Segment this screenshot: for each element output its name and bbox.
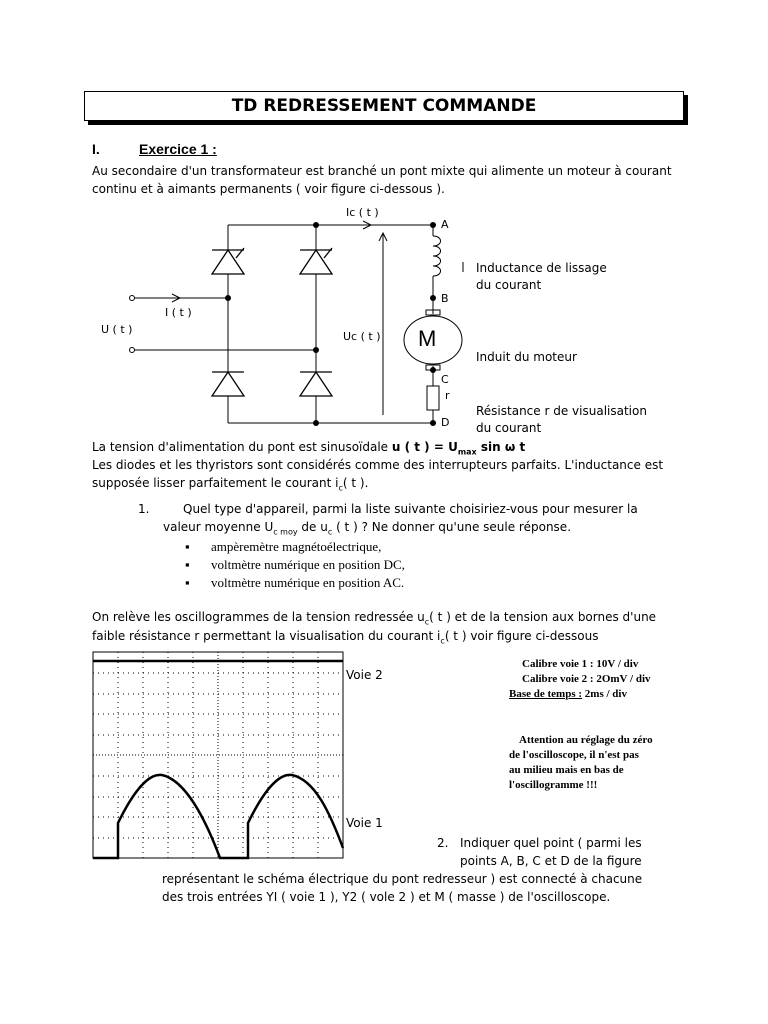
base-label: Base de temps : [509,688,583,700]
calibre-voie1: Calibre voie 1 : 10V / div [522,658,639,670]
circuit-diagram [0,200,768,435]
releve-l2-b: ( t ) voir figure ci-dessous [444,629,599,643]
releve-l2-a: faible résistance r permettant la visualisation du courant i [92,629,441,643]
attention-1: Attention au réglage du zéro [519,734,653,746]
section-heading [92,141,217,157]
q2-line-1: Indiquer quel point ( parmi les [460,836,642,850]
point-b-label: B [441,292,449,305]
resistor-label: r [445,389,450,402]
q2-line-3: représentant le schéma électrique du pont redresseur ) est connecté à chacune [162,872,643,886]
releve-l2-sub: c [440,636,445,646]
annot-resistance-2: du courant [476,421,542,435]
point-a-label: A [441,218,449,231]
it-label: I ( t ) [165,306,192,319]
attention-2: de l'oscilloscope, il n'est pas [509,749,639,761]
annot-inductance-2: du courant [476,278,542,292]
q1-line-1: Quel type d'appareil, parmi la liste suivante choisiriez-vous pour mesurer la [183,502,638,516]
diodes-line: Les diodes et les thyristors sont considérés comme des interrupteurs parfaits. L'inductance est [92,458,664,472]
oscillogram [90,648,346,863]
point-c-label: C [441,373,449,386]
annot-inductance-1: Inductance de lissage [476,261,607,275]
q1-option: ▪ voltmètre numérique en position AC. [185,574,405,592]
voie1-label: Voie 1 [346,816,383,830]
q1-line2-sub: c moy [273,527,298,537]
q2-line-2: points A, B, C et D de la figure [460,854,642,868]
section-title: Exercice 1 : [139,141,217,157]
voie2-label: Voie 2 [346,668,383,682]
intro-line-1: Au secondaire d'un transformateur est branché un pont mixte qui alimente un moteur à courant [92,164,672,178]
page-title: TD REDRESSEMENT COMMANDE [84,91,684,121]
lisser-line [92,474,368,497]
calibre-voie2: Calibre voie 2 : 2OmV / div [522,673,651,685]
tension-formula-b: sin ω t [476,440,526,454]
releve-l1-a: On relève les oscillogrammes de la tension redressée u [92,610,425,624]
releve-l1-b: ( t ) et de la tension aux bornes d'une [429,610,657,624]
lisser-a: supposée lisser parfaitement le courant i [92,476,339,490]
lisser-sub: c [338,483,343,493]
q1-option: ▪ voltmètre numérique en position DC, [185,556,405,574]
q1-line2-b: de u [297,520,328,534]
tension-formula-sub: max [457,447,477,457]
q1-options [185,538,405,592]
ic-label: Ic ( t ) [346,206,379,219]
q2-number: 2. [437,836,449,850]
releve-l1-sub: c [424,617,430,627]
lisser-b: ( t ). [342,476,369,490]
section-number: I. [92,141,100,157]
motor-label: M [418,326,437,351]
q1-number: 1. [138,502,150,516]
q2-line-4: des trois entrées YI ( voie 1 ), Y2 ( vole 2 ) et M ( masse ) de l'oscilloscope. [162,890,611,904]
releve-line-2 [92,627,598,650]
annot-resistance-1: Résistance r de visualisation [476,404,647,418]
annot-induit: Induit du moteur [476,350,577,364]
q1-line2-c: ( t ) ? Ne donner qu'une seule réponse. [332,520,572,534]
tension-prefix: La tension d'alimentation du pont est sinusoïdale [92,440,392,454]
tension-formula-a: u ( t ) = U [391,440,458,454]
q1-line2-a: valeur moyenne U [163,520,274,534]
point-d-label: D [441,416,450,429]
attention-4: l'oscillogramme !!! [509,779,598,791]
attention-3: au milieu mais en bas de [509,764,624,776]
intro-line-2: continu et à aimants permanents ( voir figure ci-dessous ). [92,182,445,196]
q1-line2-sub2: c [327,527,333,537]
base-de-temps [509,687,627,702]
uc-label: Uc ( t ) [343,330,381,343]
q1-option: ▪ ampèremètre magnétoélectrique, [185,538,405,556]
base-value: 2ms / div [582,688,627,700]
ut-label: U ( t ) [101,323,133,336]
